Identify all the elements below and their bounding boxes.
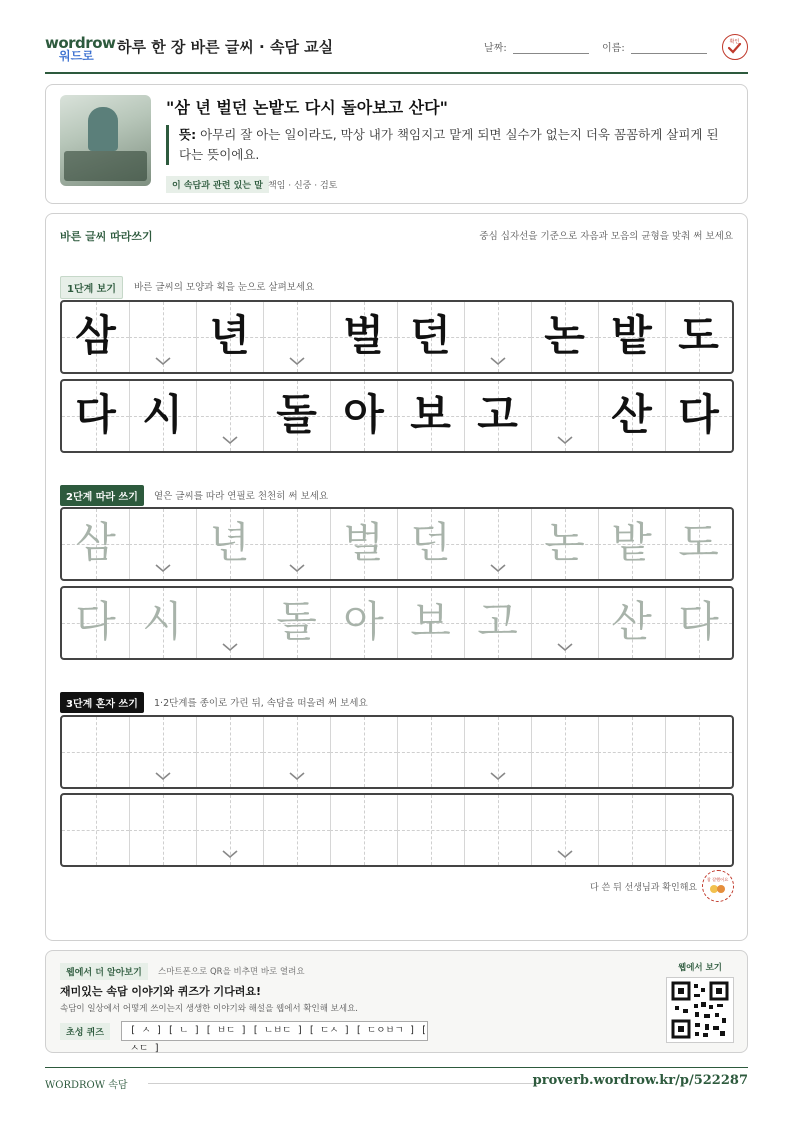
- page-title: 하루 한 장 바른 글씨 · 속담 교실: [117, 38, 334, 56]
- cell-divider: [531, 717, 532, 787]
- practice-character: 년: [209, 311, 250, 360]
- date-field[interactable]: [484, 39, 589, 54]
- space-cell[interactable]: [129, 509, 196, 579]
- char-cell[interactable]: [665, 509, 732, 579]
- logo-korean: 워드로: [59, 49, 94, 63]
- footer-url-link[interactable]: proverb.wordrow.kr/p/522287: [532, 1073, 748, 1088]
- word-space-chevron-icon: [154, 771, 172, 781]
- char-cell[interactable]: [598, 717, 665, 787]
- cell-divider: [464, 795, 465, 865]
- cell-divider: [129, 302, 130, 372]
- char-cell: [598, 381, 665, 451]
- space-cell[interactable]: [531, 795, 598, 865]
- practice-character: 산: [611, 597, 652, 646]
- char-cell[interactable]: [397, 509, 464, 579]
- char-cell[interactable]: [665, 795, 732, 865]
- char-cell[interactable]: [330, 509, 397, 579]
- char-cell[interactable]: [62, 717, 129, 787]
- practice-character: 논: [544, 518, 585, 567]
- cell-divider: [397, 795, 398, 865]
- space-cell[interactable]: [196, 588, 263, 658]
- char-cell: [330, 302, 397, 372]
- cell-divider: [196, 381, 197, 451]
- check-seal-icon: [722, 34, 748, 60]
- cell-divider: [196, 795, 197, 865]
- footer-divider: [45, 1067, 748, 1068]
- space-cell: [464, 302, 531, 372]
- web-subtext: 속담이 일상에서 어떻게 쓰이는지 생생한 이야기와 해설을 웹에서 확인해 보세요.: [60, 1004, 358, 1014]
- practice-character: 아: [343, 597, 384, 646]
- cell-divider: [598, 717, 599, 787]
- teacher-seal-text: 참 잘했어요: [706, 877, 729, 882]
- name-field[interactable]: [602, 39, 707, 54]
- char-cell: [665, 381, 732, 451]
- name-line[interactable]: [631, 53, 707, 54]
- step2-row-1[interactable]: [60, 507, 734, 581]
- char-cell[interactable]: [62, 588, 129, 658]
- char-cell: [330, 381, 397, 451]
- cell-divider: [464, 302, 465, 372]
- practice-character: 아: [343, 390, 384, 439]
- practice-character: 밭: [611, 311, 652, 360]
- word-space-chevron-icon: [288, 356, 306, 366]
- cell-divider: [263, 302, 264, 372]
- char-cell[interactable]: [665, 588, 732, 658]
- practice-character: 도: [678, 518, 719, 567]
- cell-divider: [196, 717, 197, 787]
- char-cell[interactable]: [598, 795, 665, 865]
- name-label: 이름:: [602, 43, 625, 54]
- practice-hint: 중심 십자선을 기준으로 자음과 모음의 균형을 맞춰 써 보세요: [479, 231, 733, 242]
- practice-character: 벌: [343, 311, 384, 360]
- char-cell[interactable]: [129, 588, 196, 658]
- word-space-chevron-icon: [221, 435, 239, 445]
- word-space-chevron-icon: [221, 849, 239, 859]
- practice-character: 던: [410, 311, 451, 360]
- word-space-chevron-icon: [154, 356, 172, 366]
- char-cell: [397, 381, 464, 451]
- space-cell: [531, 381, 598, 451]
- date-label: 날짜:: [484, 43, 507, 54]
- web-headline: 재미있는 속담 이야기와 퀴즈가 기다려요!: [60, 985, 261, 998]
- char-cell[interactable]: [598, 509, 665, 579]
- step3-row-2[interactable]: [60, 793, 734, 867]
- quiz-label: 초성 퀴즈: [60, 1023, 110, 1040]
- char-cell[interactable]: [464, 795, 531, 865]
- related-tag: 이 속담과 관련 있는 말: [166, 176, 269, 193]
- step2-badge: 2단계 따라 쓰기: [60, 485, 144, 506]
- cell-divider: [129, 717, 130, 787]
- practice-character: 벌: [343, 518, 384, 567]
- logo-wordmark: wordrow: [45, 34, 116, 52]
- step1-badge: 1단계 보기: [60, 276, 123, 299]
- cell-divider: [598, 795, 599, 865]
- cell-divider: [531, 588, 532, 658]
- proverb-illustration: [60, 95, 151, 186]
- space-cell[interactable]: [464, 509, 531, 579]
- step3-description: 1·2단계를 종이로 가린 뒤, 속담을 떠올려 써 보세요: [154, 698, 368, 709]
- step2-row-2[interactable]: [60, 586, 734, 660]
- char-cell: [464, 381, 531, 451]
- step1-row-1: [60, 300, 734, 374]
- web-tag: 웹에서 더 알아보기: [60, 963, 148, 980]
- practice-character: 논: [544, 311, 585, 360]
- char-cell[interactable]: [196, 717, 263, 787]
- char-cell[interactable]: [665, 717, 732, 787]
- word-space-chevron-icon: [288, 563, 306, 573]
- web-tag-description: 스마트폰으로 QR을 비추면 바로 열려요: [158, 967, 305, 977]
- qr-label: 웹에서 보기: [678, 963, 723, 973]
- footer-brand: WORDROW 속담: [45, 1080, 128, 1091]
- web-promo-box: [45, 950, 748, 1053]
- practice-character: 고: [477, 597, 518, 646]
- char-cell[interactable]: [330, 717, 397, 787]
- practice-character: 고: [477, 390, 518, 439]
- seal-text: 확인: [729, 39, 740, 45]
- step1-row-2: [60, 379, 734, 453]
- initial-consonant-quiz: [ ㅅ ] [ ㄴ ] [ ㅂㄷ ] [ ㄴㅂㄷ ] [ ㄷㅅ ] [ ㄷㅇㅂㄱ ] [ ㅅㄷ ]: [121, 1021, 428, 1041]
- qr-code-icon[interactable]: [666, 977, 734, 1043]
- cell-divider: [531, 795, 532, 865]
- char-cell[interactable]: [129, 795, 196, 865]
- practice-character: 보: [410, 597, 451, 646]
- practice-character: 다: [678, 390, 719, 439]
- space-cell[interactable]: [464, 717, 531, 787]
- space-cell: [196, 381, 263, 451]
- word-space-chevron-icon: [288, 771, 306, 781]
- practice-character: 산: [611, 390, 652, 439]
- cell-divider: [263, 717, 264, 787]
- cell-divider: [263, 509, 264, 579]
- cell-divider: [330, 795, 331, 865]
- char-cell: [263, 381, 330, 451]
- teacher-note: 다 쓴 뒤 선생님과 확인해요: [590, 883, 698, 893]
- char-cell: [129, 381, 196, 451]
- char-cell: [397, 302, 464, 372]
- teacher-stamp-icon: [702, 870, 734, 902]
- word-space-chevron-icon: [489, 356, 507, 366]
- char-cell[interactable]: [531, 509, 598, 579]
- word-space-chevron-icon: [154, 563, 172, 573]
- related-words: 책임 · 신중 · 검토: [268, 181, 338, 191]
- proverb-card: [45, 84, 748, 204]
- char-cell: [598, 302, 665, 372]
- page-header: [45, 30, 748, 74]
- practice-character: 도: [678, 311, 719, 360]
- space-cell: [129, 302, 196, 372]
- proverb-text: "삼 년 벌던 논밭도 다시 돌아보고 산다": [166, 98, 448, 117]
- practice-character: 다: [678, 597, 719, 646]
- meaning-text: 아무리 잘 아는 일이라도, 막상 내가 책임지고 맡게 되면 실수가 없는지 더욱 꼼꼼하게 살피게 된다는 뜻이에요.: [179, 127, 719, 162]
- space-cell[interactable]: [263, 509, 330, 579]
- char-cell[interactable]: [397, 588, 464, 658]
- practice-character: 다: [75, 390, 116, 439]
- practice-character: 시: [142, 597, 183, 646]
- cell-divider: [196, 588, 197, 658]
- footer-rule: [148, 1083, 538, 1084]
- space-cell[interactable]: [263, 717, 330, 787]
- space-cell[interactable]: [196, 795, 263, 865]
- step1-description: 바른 글씨의 모양과 획을 눈으로 살펴보세요: [134, 282, 315, 293]
- char-cell[interactable]: [397, 795, 464, 865]
- char-cell[interactable]: [397, 717, 464, 787]
- cell-divider: [129, 795, 130, 865]
- word-space-chevron-icon: [221, 642, 239, 652]
- practice-character: 던: [410, 518, 451, 567]
- practice-character: 밭: [611, 518, 652, 567]
- meaning-label: 뜻:: [179, 127, 197, 142]
- cell-divider: [397, 717, 398, 787]
- word-space-chevron-icon: [556, 849, 574, 859]
- word-space-chevron-icon: [489, 771, 507, 781]
- char-cell[interactable]: [196, 509, 263, 579]
- cell-divider: [464, 509, 465, 579]
- word-space-chevron-icon: [556, 435, 574, 445]
- word-space-chevron-icon: [556, 642, 574, 652]
- step2-description: 옅은 글씨를 따라 연필로 천천히 써 보세요: [154, 491, 329, 502]
- space-cell[interactable]: [531, 588, 598, 658]
- cell-divider: [665, 795, 666, 865]
- char-cell[interactable]: [598, 588, 665, 658]
- char-cell: [531, 302, 598, 372]
- char-cell[interactable]: [330, 795, 397, 865]
- char-cell: [196, 302, 263, 372]
- practice-character: 돌: [276, 390, 317, 439]
- step3-row-1[interactable]: [60, 715, 734, 789]
- practice-character: 보: [410, 390, 451, 439]
- proverb-meaning: [166, 125, 726, 165]
- char-cell[interactable]: [263, 795, 330, 865]
- illustration-caption-panel: [64, 151, 147, 181]
- step3-badge: 3단계 혼자 쓰기: [60, 692, 144, 713]
- char-cell: [62, 381, 129, 451]
- practice-character: 돌: [276, 597, 317, 646]
- cell-divider: [665, 717, 666, 787]
- char-cell[interactable]: [263, 588, 330, 658]
- char-cell[interactable]: [62, 795, 129, 865]
- cell-divider: [263, 795, 264, 865]
- wordrow-logo: [45, 34, 116, 64]
- practice-title: 바른 글씨 따라쓰기: [60, 230, 153, 243]
- date-line[interactable]: [513, 53, 589, 54]
- char-cell: [62, 302, 129, 372]
- char-cell[interactable]: [330, 588, 397, 658]
- practice-character: 년: [209, 518, 250, 567]
- practice-character: 삼: [75, 518, 116, 567]
- word-space-chevron-icon: [489, 563, 507, 573]
- cell-divider: [129, 509, 130, 579]
- space-cell[interactable]: [129, 717, 196, 787]
- cell-divider: [464, 717, 465, 787]
- cell-divider: [531, 381, 532, 451]
- char-cell[interactable]: [464, 588, 531, 658]
- char-cell[interactable]: [531, 717, 598, 787]
- illustration-figure: [88, 107, 118, 151]
- cell-divider: [330, 717, 331, 787]
- char-cell[interactable]: [62, 509, 129, 579]
- space-cell: [263, 302, 330, 372]
- practice-character: 다: [75, 597, 116, 646]
- char-cell: [665, 302, 732, 372]
- practice-character: 시: [142, 390, 183, 439]
- practice-character: 삼: [75, 311, 116, 360]
